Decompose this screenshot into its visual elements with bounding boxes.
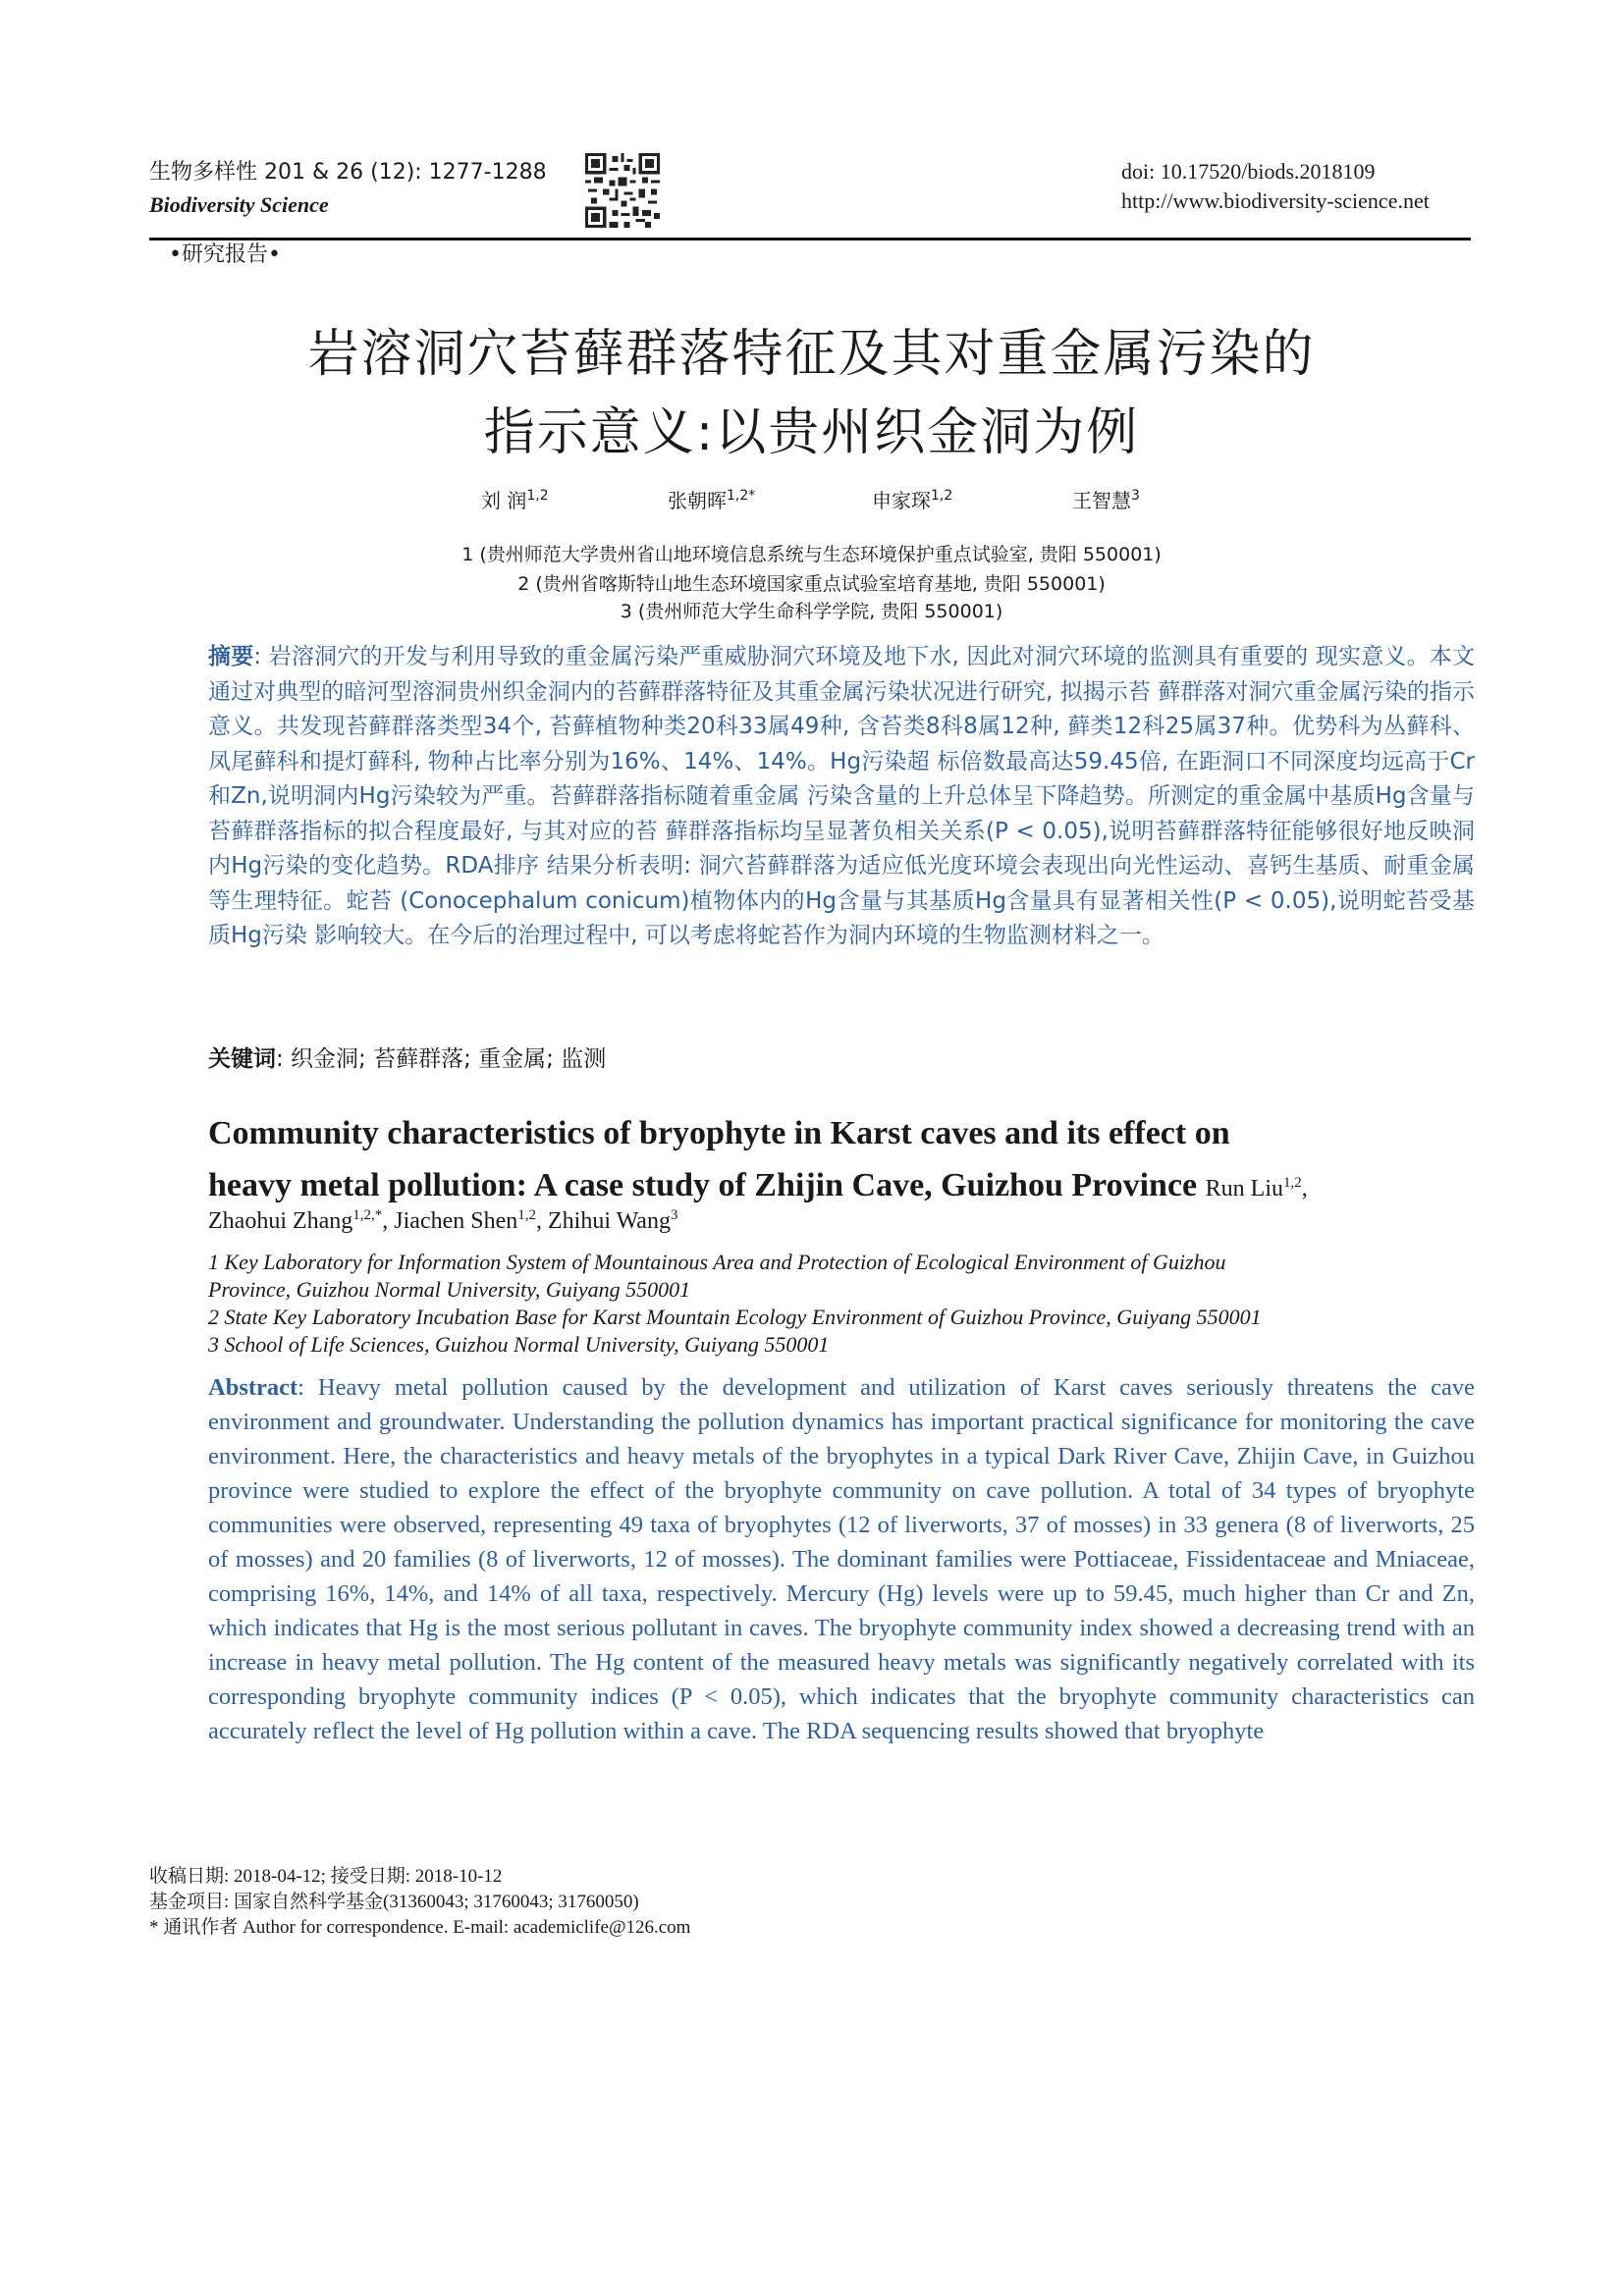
author-en: Zhaohui Zhang$^{1,2,*}$, — [208, 1207, 395, 1234]
journal-citation-cn: 生物多样性 201 & 26 (12): 1277-1288 — [149, 160, 547, 185]
header-divider — [149, 238, 1471, 240]
keywords-cn-text: : 织金洞; 苔藓群落; 重金属; 监测 — [276, 1046, 607, 1072]
abstract-en — [208, 1370, 1475, 1748]
authors-en — [208, 1207, 677, 1235]
title-cn-line1: 岩溶洞穴苔藓群落特征及其对重金属污染的 — [307, 325, 1316, 384]
footnote-funding: 基金项目: 国家自然科学基金(31360043; 31760043; 31760050) — [149, 1892, 639, 1912]
abstract-en-label: Abstract — [208, 1374, 298, 1401]
abstract-cn-label: 摘要 — [208, 644, 254, 669]
affiliation-en: 2 State Key Laboratory Incubation Base for Karst Mountain Ecology Environment of Guizhou Province, Guiyang 550001 — [208, 1305, 1262, 1329]
affiliation-cn: 1 (贵州师范大学贵州省山地环境信息系统与生态环境保护重点试验室, 贵阳 550001) — [461, 544, 1162, 565]
footnote-correspondence: * 通讯作者 Author for correspondence. E-mail: academiclife@126.com — [149, 1917, 691, 1938]
qr-code-icon — [585, 153, 660, 228]
footnote-dates: 收稿日期: 2018-04-12; 接受日期: 2018-10-12 — [149, 1866, 503, 1887]
affiliation-en: 3 School of Life Sciences, Guizhou Normal University, Guiyang 550001 — [208, 1332, 830, 1357]
author-en: Jiachen Shen$^{1,2}$, — [394, 1207, 549, 1234]
author-cn: 刘 润$^{1,2}$ — [481, 488, 549, 512]
title-en — [208, 1109, 1485, 1213]
abstract-cn — [208, 640, 1475, 954]
author-en: Run Liu$^{1,2}$, — [1205, 1175, 1308, 1201]
title-en-line2: heavy metal pollution: A case study of Zhijin Cave, Guizhou Province Run Liu$^{1,2}$, — [208, 1167, 1308, 1203]
affiliation-en: Province, Guizhou Normal University, Guiyang 550001 — [208, 1277, 691, 1302]
journal-url: http://www.biodiversity-science.net — [1121, 188, 1430, 213]
title-cn-line2: 指示意义:以贵州织金洞为例 — [483, 403, 1140, 462]
abstract-en-text: : Heavy metal pollution caused by the development and utilization of Karst caves seriously threatens the cave environment and groundwater. Understanding the pollution dynamics has important practical significance for monitoring the cave environment. Here, the characteristics and heavy metals of the bryophytes in a typical Dark River Cave, Zhijin Cave, in Guizhou province were studied to explore the effect of the bryophyte community on cave pollution. A total of 34 types of bryophyte communities were observed, representing 49 taxa of bryophytes (12 of liverworts, 37 of mosses) in 33 genera (8 of liverworts, 25 of mosses) and 20 families (8 of liverworts, 12 of mosses). The dominant families were Pottiaceae, Fissidentaceae and Mniaceae, comprising 16%, 14%, and 14% of all taxa, respectively. Mercury (Hg) levels were up to 59.45, much higher than Cr and Zn, which indicates that Hg is the most serious pollutant in caves. The bryophyte community index showed a decreasing trend with an increase in heavy metal pollution. The Hg content of the measured heavy metals was significantly negatively correlated with its corresponding bryophyte community indices (P < 0.05), which indicates that the bryophyte community characteristics can accurately reflect the level of Hg pollution within a cave. The RDA sequencing results showed that bryophyte — [208, 1374, 1475, 1744]
affiliation-en: 1 Key Laboratory for Information System of Mountainous Area and Protection of Ecological Environment of Guizhou — [208, 1250, 1226, 1274]
author-cn: 申家琛$^{1,2}$ — [872, 488, 953, 512]
affiliation-cn: 2 (贵州省喀斯特山地生态环境国家重点试验室培育基地, 贵阳 550001) — [517, 573, 1106, 595]
keywords-cn-label: 关键词 — [208, 1046, 276, 1072]
keywords-cn — [208, 1041, 606, 1073]
author-cn: 张朝晖$^{1,2*}$ — [668, 488, 756, 512]
affiliation-cn: 3 (贵州师范大学生命科学学院, 贵阳 550001) — [620, 601, 1003, 622]
article-category: •研究报告• — [169, 242, 281, 267]
title-en-line1: Community characteristics of bryophyte in Karst caves and its effect on — [208, 1115, 1230, 1151]
journal-name-en: Biodiversity Science — [149, 192, 329, 217]
abstract-cn-text: : 岩溶洞穴的开发与利用导致的重金属污染严重威胁洞穴环境及地下水, 因此对洞穴环境的监测具有重要的 现实意义。本文通过对典型的暗河型溶洞贵州织金洞内的苔藓群落特征及其重金属污染状况进行研究, 拟揭示苔 藓群落对洞穴重金属污染的指示意义。共发现苔藓群落类型34个, 苔藓植物种类20科33属49种, 含苔类8科8属12种, 藓类12科25属37种。优势科为丛藓科、凤尾藓科和提灯藓科, 物种占比率分别为16%、14%、14%。Hg污染超 标倍数最高达59.45倍, 在距洞口不同深度均远高于Cr和Zn,说明洞内Hg污染较为严重。苔藓群落指标随着重金属 污染含量的上升总体呈下降趋势。所测定的重金属中基质Hg含量与苔藓群落指标的拟合程度最好, 与其对应的苔 藓群落指标均呈显著负相关关系(P < 0.05),说明苔藓群落特征能够很好地反映洞内Hg污染的变化趋势。RDA排序 结果分析表明: 洞穴苔藓群落为适应低光度环境会表现出向光性运动、喜钙生基质、耐重金属等生理特征。蛇苔 (Conocephalum conicum)植物体内的Hg含量与其基质Hg含量具有显著相关性(P < 0.05),说明蛇苔受基质Hg污染 影响较大。在今后的治理过程中, 可以考虑将蛇苔作为洞内环境的生物监测材料之一。 — [208, 644, 1476, 948]
doi-text: doi: 10.17520/biods.2018109 — [1121, 159, 1376, 184]
author-en: Zhihui Wang$^3$ — [548, 1207, 678, 1234]
author-cn: 王智慧$^3$ — [1072, 488, 1140, 512]
